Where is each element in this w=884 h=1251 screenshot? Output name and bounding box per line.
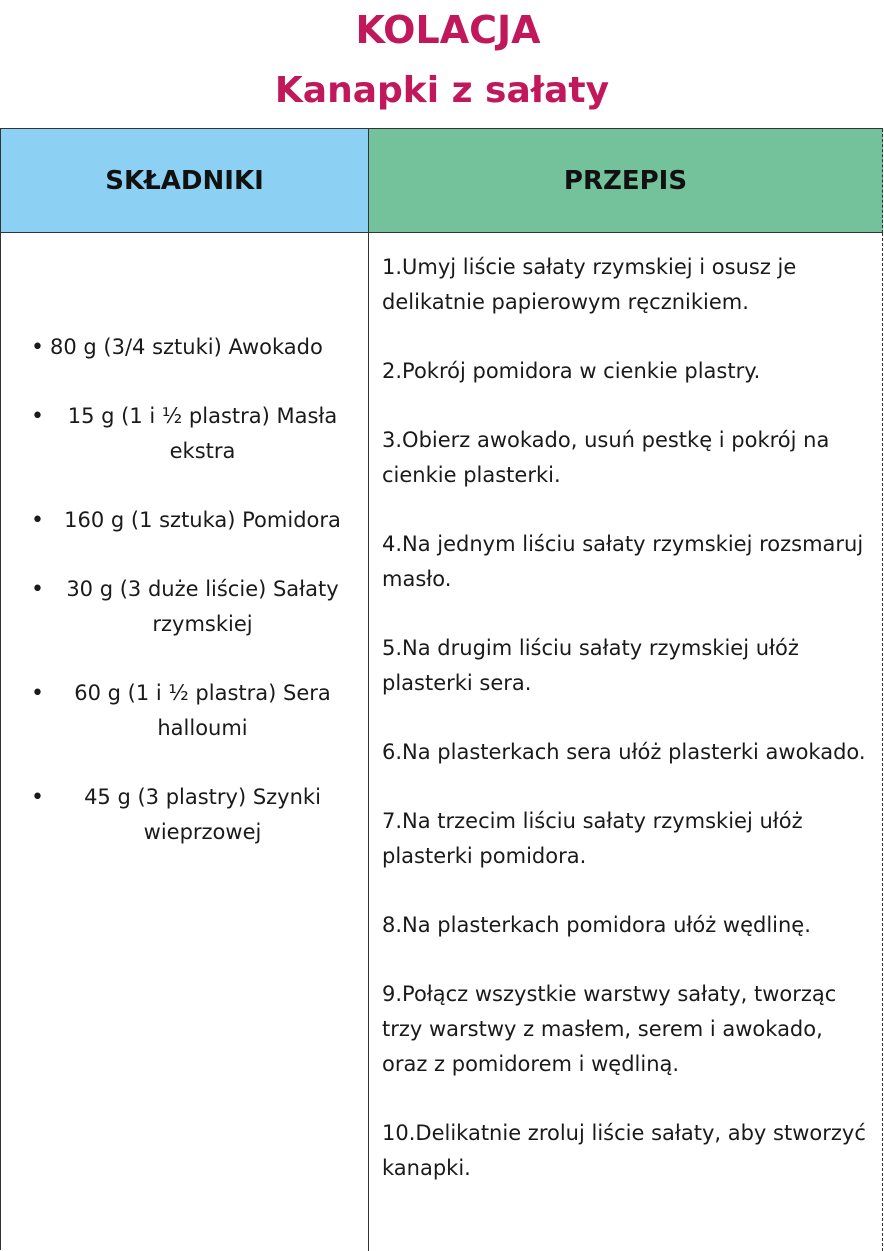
- recipe-step: 1.Umyj liście sałaty rzymskiej i osusz je delikatnie papierowym ręcznikiem.: [382, 255, 797, 314]
- recipe-step: 6.Na plasterkach sera ułóż plasterki awokado.: [382, 740, 866, 764]
- recipe-step: 8.Na plasterkach pomidora ułóż wędlinę.: [382, 913, 811, 937]
- ingredient-text: 60 g (1 i ½ plastra) Sera halloumi: [74, 681, 331, 740]
- ingredients-header: [1, 129, 369, 233]
- recipe-step: 3.Obierz awokado, usuń pestkę i pokrój na cienkie plasterki.: [382, 428, 830, 487]
- ingredient-text: 30 g (3 duże liście) Sałaty rzymskiej: [66, 577, 339, 636]
- ingredient-item: [0, 676, 367, 746]
- ingredients-list: [0, 330, 367, 884]
- ingredient-text: 80 g (3/4 sztuki) Awokado: [50, 335, 323, 359]
- ingredient-text: 15 g (1 i ½ plastra) Masła ekstra: [67, 404, 338, 463]
- ingredient-text: 160 g (1 sztuka) Pomidora: [64, 508, 341, 532]
- ingredient-item: [0, 503, 367, 538]
- ingredient-item: [0, 780, 367, 850]
- ingredient-item: [0, 572, 367, 642]
- recipe-title: Kanapki z sałaty: [274, 70, 610, 111]
- bullet-icon: •: [31, 508, 44, 533]
- ingredient-item: [0, 330, 367, 365]
- bullet-icon: •: [31, 404, 44, 429]
- ingredient-text: 45 g (3 plastry) Szynki wieprzowej: [84, 785, 321, 844]
- recipe-steps: [382, 250, 874, 1220]
- recipe-header: [369, 129, 883, 233]
- recipe-step: 10.Delikatnie zroluj liście sałaty, aby stworzyć kanapki.: [382, 1121, 866, 1180]
- recipe-step: 4.Na jednym liściu sałaty rzymskiej rozsmaruj masło.: [382, 532, 864, 591]
- recipe-step: 2.Pokrój pomidora w cienkie plastry.: [382, 359, 761, 383]
- bullet-icon: •: [31, 577, 44, 602]
- bullet-icon: •: [31, 785, 44, 810]
- table-right-border: [882, 233, 883, 1251]
- bullet-icon: •: [31, 681, 44, 706]
- ingredients-header-label: SKŁADNIKI: [105, 165, 264, 196]
- ingredient-item: [0, 399, 367, 469]
- recipe-step: 5.Na drugim liściu sałaty rzymskiej ułóż plasterki sera.: [382, 636, 799, 695]
- recipe-step: 7.Na trzecim liściu sałaty rzymskiej ułóż plasterki pomidora.: [382, 809, 803, 868]
- recipe-step: 9.Połącz wszystkie warstwy sałaty, tworząc trzy warstwy z masłem, serem i awokado, oraz z pomidorem i wędliną.: [382, 982, 837, 1076]
- meal-title: KOLACJA: [355, 8, 541, 52]
- bullet-icon: •: [31, 335, 44, 360]
- column-divider: [368, 233, 369, 1251]
- recipe-header-label: PRZEPIS: [563, 165, 688, 196]
